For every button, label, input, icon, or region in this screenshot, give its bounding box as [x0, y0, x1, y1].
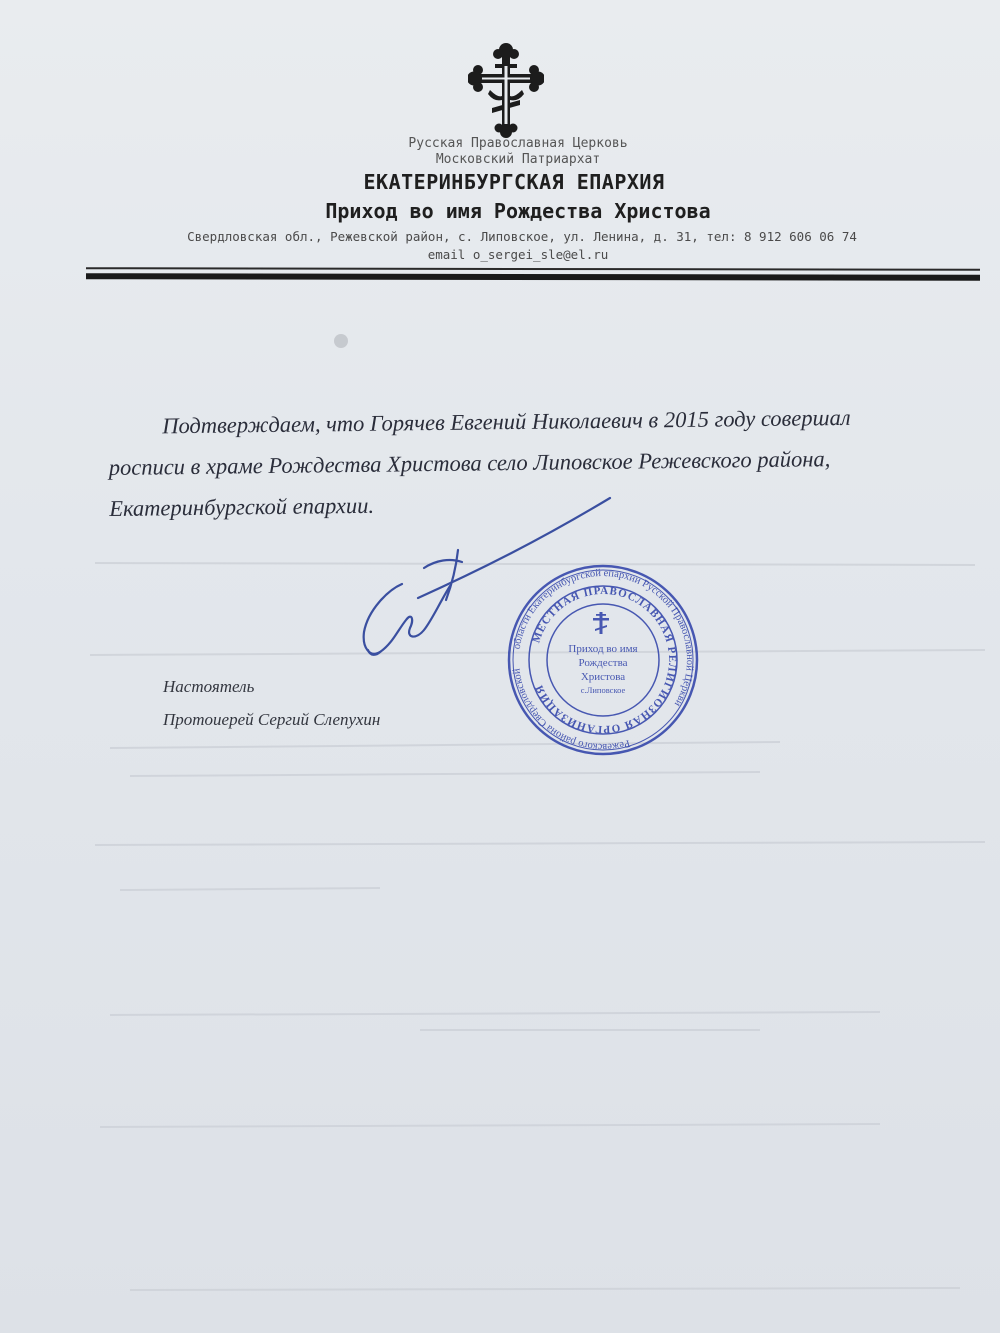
stamp-cross-icon — [593, 612, 609, 634]
stamp-center-line: Приход во имя — [568, 643, 638, 655]
body-line: Екатеринбургской епархии. — [109, 492, 375, 521]
stamp-center-line: Рождества — [578, 657, 628, 669]
letterhead-address: Свердловская обл., Режевской район, с. Липовское, ул. Ленина, д. 31, тел: 8 912 606 06 74 — [187, 229, 857, 244]
stamp-center-line: с.Липовское — [580, 685, 626, 695]
letterhead-church: Русская Православная Церковь — [408, 136, 628, 151]
stamp-outer-ring-text: области Екатеринбургской епархии Русской Православной Церкви — [511, 567, 696, 709]
stamp-outer-ring-bottom-text: Режевского района Свердловской — [511, 667, 632, 753]
stamp-inner-ring-text: МЕСТНАЯ ПРАВОСЛАВНАЯ РЕЛИГИОЗНАЯ ОРГАНИЗАЦИЯ — [530, 584, 679, 736]
letterhead-patriarchate: Московский Патриархат — [435, 152, 601, 167]
body-line: Подтверждаем, что Горячев Евгений Николаевич в 2015 году совершал — [162, 404, 851, 439]
parish-stamp — [503, 560, 703, 760]
ink-blot — [334, 334, 348, 348]
letterhead-parish: Приход во имя Рождества Христова — [325, 199, 711, 223]
letterhead-email: email o_sergei_sle@el.ru — [427, 247, 609, 262]
letterhead-eparchy: ЕКАТЕРИНБУРГСКАЯ ЕПАРХИЯ — [363, 170, 665, 194]
body-line: росписи в храме Рождества Христова село Липовское Режевского района, — [108, 446, 831, 480]
signatory-title: Настоятель — [163, 677, 255, 696]
stamp-center-line: Христова — [580, 671, 626, 683]
signatory-name: Протоиерей Сергий Слепухин — [163, 710, 381, 729]
orthodox-cross-icon — [468, 42, 544, 138]
